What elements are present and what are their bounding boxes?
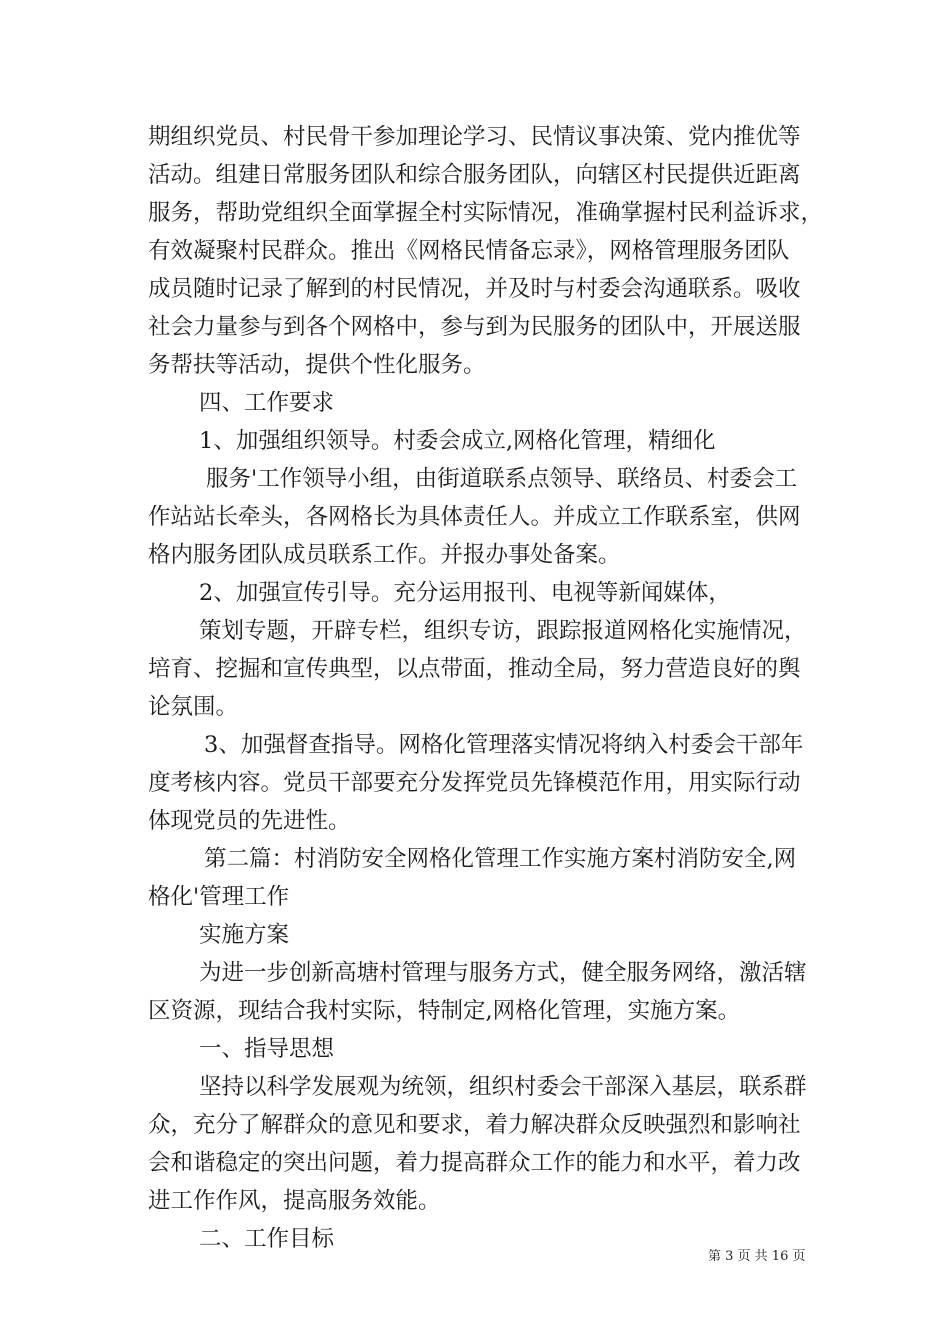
text-line: 度考核内容。党员干部要充分发挥党员先锋模范作用，用实际行动 bbox=[148, 770, 801, 796]
text-line: 众，充分了解群众的意见和要求，着力解决群众反映强烈和影响社 bbox=[148, 1112, 801, 1138]
text-line: 进工作作风，提高服务效能。 bbox=[148, 1188, 441, 1214]
text-line: 策划专题，开辟专栏，组织专访，跟踪报道网格化实施情况， bbox=[199, 618, 807, 644]
text-line: 成员随时记录了解到的村民情况，并及时与村委会沟通联系。吸收 bbox=[148, 276, 801, 302]
text-line: 3、加强督查指导。网格化管理落实情况将纳入村委会干部年 bbox=[204, 732, 804, 758]
text-line: 培育、挖掘和宣传典型，以点带面，推动全局，努力营造良好的舆 bbox=[148, 656, 801, 682]
section-heading: 四、工作要求 bbox=[199, 390, 335, 416]
text-line: 为进一步创新高塘村管理与服务方式，健全服务网络，激活辖 bbox=[199, 960, 807, 986]
text-line: 坚持以科学发展观为统领，组织村委会干部深入基层，联系群 bbox=[199, 1074, 807, 1100]
section-heading: 二、工作目标 bbox=[199, 1226, 335, 1252]
text-line: 社会力量参与到各个网格中，参与到为民服务的团队中，开展送服 bbox=[148, 314, 801, 340]
text-line: 期组织党员、村民骨干参加理论学习、民情议事决策、党内推优等 bbox=[148, 124, 801, 150]
text-line: 格内服务团队成员联系工作。并报办事处备案。 bbox=[148, 542, 621, 568]
text-line: 服务，帮助党组织全面掌握全村实际情况，准确掌握村民利益诉求， bbox=[148, 200, 824, 226]
text-line: 活动。组建日常服务团队和综合服务团队，向辖区村民提供近距离 bbox=[148, 162, 801, 188]
text-line: 有效凝聚村民群众。推出《网格民情备忘录》，网格管理服务团队 bbox=[148, 238, 790, 264]
text-line: 会和谐稳定的突出问题，着力提高群众工作的能力和水平，着力改 bbox=[148, 1150, 801, 1176]
section-heading: 实施方案 bbox=[199, 922, 290, 948]
section-heading: 一、指导思想 bbox=[199, 1036, 335, 1062]
article-title: 第二篇：村消防安全网格化管理工作实施方案村消防安全,网 bbox=[204, 846, 797, 872]
text-line: 2、加强宣传引导。充分运用报刊、电视等新闻媒体， bbox=[199, 580, 731, 606]
text-line: 论氛围。 bbox=[148, 694, 239, 720]
page-number: 第 3 页 共 16 页 bbox=[708, 1249, 806, 1264]
article-title: 格化'管理工作 bbox=[148, 884, 290, 910]
text-line: 作站站长牵头，各网格长为具体责任人。并成立工作联系室，供网 bbox=[148, 504, 801, 530]
text-line: 服务'工作领导小组，由街道联系点领导、联络员、村委会工 bbox=[206, 466, 798, 492]
text-line: 区资源，现结合我村实际，特制定,网格化管理，实施方案。 bbox=[148, 998, 741, 1024]
text-line: 1、加强组织领导。村委会成立,网格化管理，精细化 bbox=[199, 428, 716, 454]
text-line: 务帮扶等活动，提供个性化服务。 bbox=[148, 352, 486, 378]
text-line: 体现党员的先进性。 bbox=[148, 808, 351, 834]
